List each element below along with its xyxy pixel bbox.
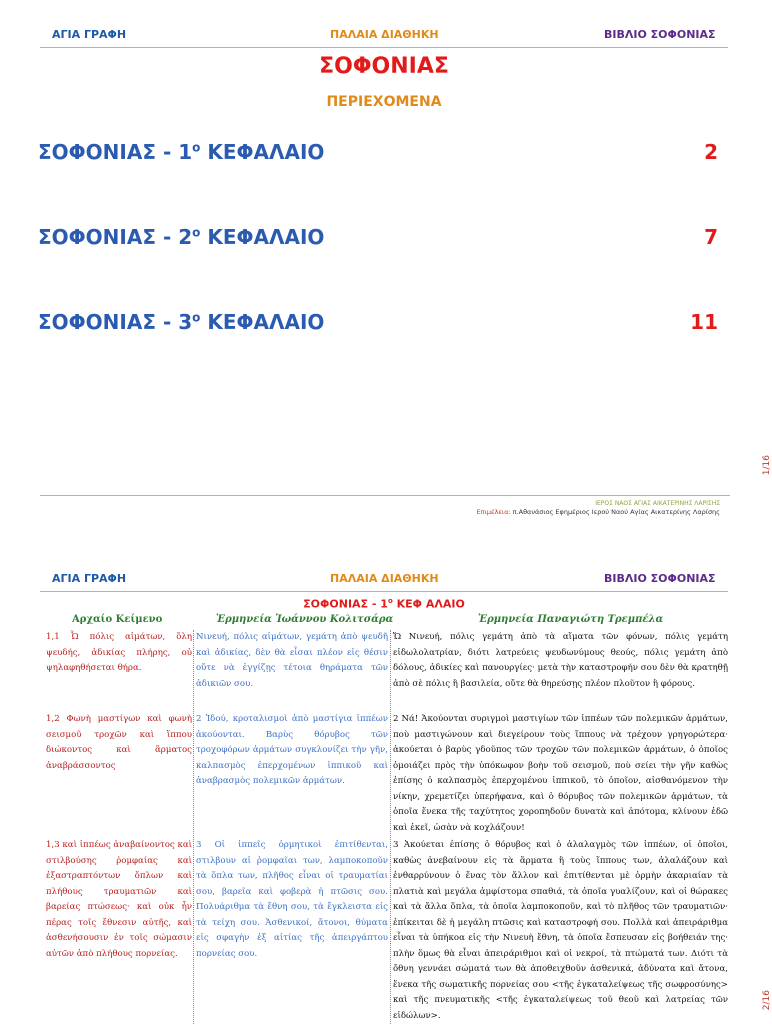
page-number: 2/16: [762, 990, 772, 1011]
header-divider: [40, 47, 728, 48]
contents-heading: ΠΕΡΙΕΧΟΜΕΝΑ: [326, 94, 442, 110]
verse-1-trempelas: Ὤ Νινευή, πόλις γεμάτη ἀπὸ τὰ αἵματα τῶν φόνων, πόλις γεμάτη εἰδωλολατρίαν, διότι λατρεύεις ψευδωνύμους θεούς, πόλις γεμάτη ἀπὸ δόλους, ἀδικίες καὶ πανουργίες· μετὰ τὴν καταστροφήν σου δὲν θὰ κρατηθῇ ἀπὸ σὲ πόλις ἢ βασιλεία, οὔτε θὰ θηρεύσῃς πλέον πλοῦτον ἢ φόρους.: [393, 632, 728, 689]
column-separator: [193, 630, 194, 1024]
verse-2-trempelas: 2 Νά! Ἀκούονται συριγμοὶ μαστιγίων τῶν ἱππέων τῶν πολεμικῶν ἁρμάτων, ποὺ μαστιγώνουν καὶ διεγείρουν τοὺς ἵππους νὰ τρέχουν γρηγορώτερα· ἀκούεται ὁ βαρὺς γδοῦπος τῶν τροχῶν τῶν πολεμικῶν ἁρμάτων, ὁ ὁποῖος ὁμοιάζει πρὸς τὴν ὑπόκωφον βοὴν τοῦ σεισμοῦ, ποὺ σείει τὴν γῆν καθὼς ἐπίσης ὁ καλπασμὸς ἐπερχομένου ἱππικοῦ, τὸ ὁποῖον, αἰσθανόμενον τὴν νίκην, χρεμετίζει ὑπερήφανα, καὶ ὁ θόρυβος τῶν πολεμικῶν ἁρμάτων, τὰ ὁποῖα ἕνεκα τῆς ταχύτητος χοροπηδοῦν δυνατὰ καὶ ἀπότομα, κλίνουν ἐδῶ καὶ ἐκεῖ, ὡσὰν νὰ κοχλάζουν!: [393, 714, 728, 833]
toc-page-number: 11: [690, 310, 718, 334]
header-right: ΒΙΒΛΙΟ ΣΟΦΟΝΙΑΣ: [604, 28, 716, 41]
header-left: ΑΓΙΑ ΓΡΑΦΗ: [52, 572, 127, 585]
book-title: ΣΟΦΟΝΙΑΣ: [319, 54, 449, 79]
page-number: 1/16: [762, 455, 772, 476]
toc-page-number: 2: [704, 140, 718, 164]
page2-header: [0, 572, 768, 590]
toc-label: ΣΟΦΟΝΙΑΣ - $2^o$ ΚΕΦΑΛΑΙΟ: [38, 225, 325, 249]
toc-label: ΣΟΦΟΝΙΑΣ - $3^o$ ΚΕΦΑΛΑΙΟ: [38, 310, 325, 334]
verse-2-kolitsaras: 2 Ἰδού, κροταλισμοὶ ἀπὸ μαστίγια ἱππέων ἀκούονται. Βαρὺς θόρυβος τῶν τροχοφόρων ἁρμάτων συγκλονίζει τὴν γῆν, καλπασμὸς ἐπερχομένων ἱππικοῦ καὶ ἀναβρασμὸς πολεμικῶν ἁρμάτων.: [196, 714, 388, 786]
column-head-ancient: Αρχαίο Κείμενο: [72, 614, 163, 625]
column-head-kolitsaras: Ἑρμηνεία Ἰωάννου Κολιτσάρα: [216, 614, 394, 625]
header-divider: [40, 591, 728, 592]
verse-2-ancient: 1,2 Φωνὴ μαστίγων καὶ φωνὴ σεισμοῦ τροχῶν καὶ ἵππου διώκοντος καὶ ἅρματος ἀναβράσσοντος: [46, 714, 192, 771]
verse-3-kolitsaras: 3 Οἱ ἱππεῖς ὁρμητικοὶ ἐπιτίθενται, στιλβουν αἱ ῥομφαῖαι των, λαμποκοποῦν τὰ ὅπλα των, πλῆθος εἶναι οἱ τραυματίαι σου, βαρεῖα καὶ φοβερὰ ἡ πτῶσις σου. Πολυάριθμα τὰ ἔθνη σου, τὰ ἔγκλειστα εἰς τὰ τείχη σου. Ἀσθενικοί, ἄτονοι, θύματα εἰς σφαγὴν ἐξ αἰτίας τῆς ἀπειργάπτου πορνείας σου.: [196, 840, 388, 959]
header-center: ΠΑΛΑΙΑ ΔΙΑΘΗΚΗ: [330, 28, 439, 41]
header-right: ΒΙΒΛΙΟ ΣΟΦΟΝΙΑΣ: [604, 572, 716, 585]
footer-editor: Επιμέλεια: π.Αθανάσιος Εφημέριος Ιερού Ναού Αγίας Αικατερίνης Λαρίσης: [476, 508, 720, 516]
toc-item-chapter-1[interactable]: [38, 140, 718, 168]
column-separator: [390, 630, 391, 1024]
footer-church: ΙΕΡΟΣ ΝΑΟΣ ΑΓΙΑΣ ΑΙΚΑΤΕΡΙΝΗΣ ΛΑΡΙΣΗΣ: [595, 500, 720, 507]
header-center: ΠΑΛΑΙΑ ΔΙΑΘΗΚΗ: [330, 572, 439, 585]
verse-1-kolitsaras: Νινευή, πόλις αἱμάτων, γεμάτη ἀπὸ ψευδῆ καὶ ἀδικίας, δὲν θὰ εἶσαι πλέον εἰς θέσιν οὔτε νὰ ἐγγίζῃς τέτοια θηράματα τῶν ἀδικιῶν σου.: [196, 632, 388, 689]
column-head-trempelas: Ἑρμηνεία Παναγιώτη Τρεμπέλα: [478, 614, 664, 625]
chapter-title: ΣΟΦΟΝΙΑΣ - $1^o$ ΚΕΦ ΑΛΑΙΟ: [303, 597, 465, 611]
footer-divider: [40, 495, 730, 496]
verse-1-ancient: 1,1 Ὦ πόλις αἱμάτων, ὅλη ψευδής, ἀδικίας πλήρης, οὐ ψηλαφηθήσεται θήρα.: [46, 632, 192, 673]
toc-page-number: 7: [704, 225, 718, 249]
header-left: ΑΓΙΑ ΓΡΑΦΗ: [52, 28, 127, 41]
toc-item-chapter-3[interactable]: [38, 310, 718, 338]
verse-3-trempelas: 3 Ἀκούεται ἐπίσης ὁ θόρυβος καὶ ὁ ἀλαλαγμὸς τῶν ἱππέων, οἱ ὁποῖοι, καθὼς ἀνεβαίνουν εἰς τὰ ἅρματα ἢ τοὺς ἵππους των, ἀλαλάζουν καὶ ἐνθαρρύνουν ὁ ἕνας τὸν ἄλλον καὶ ἐπιτίθενται μὲ ὁρμὴν ἀκαριαίαν τὰ πλατιὰ καὶ μεγάλα ἀμφίστομα σπαθιά, τὰ ὁποῖα γυαλίζουν, καὶ οἱ θώρακες καὶ τὰ ἄλλα ὅπλα, τὰ ὁποῖα λαμποκοποῦν, καὶ τὸ πλῆθος τῶν τραυματιῶν· ἐπίκειται δὲ ἡ μεγάλη πτῶσις καὶ καταστροφή σου. Πολλὰ καὶ ἀπειράριθμα εἶναι τὰ ὑπήκοα εἰς τὴν Νινευὴ ἔθνη, τὰ ὁποῖα ἔσπευσαν εἰς βοήθειάν της· πλὴν ὅμως θὰ εἶναι ἀπειράριθμοι καὶ οἱ νεκροί, τὰ πτώματά των. Διότι τὰ ὄθνη γεννάει σώματά των θὰ ἀποθειχθοῦν ἀσθενικά, ἀδύνατα καὶ ἄτονα, ἕνεκα τῆς σωματικῆς πορνείας σου <τῆς ἐγκαταλείψεως τῆς σωφροσύνης> καὶ τῆς πνευματικῆς <τῆς ἐγκαταλείψεως τοῦ θεοῦ καὶ λατρείας τῶν εἰδώλων>.: [393, 840, 728, 1021]
verse-3-ancient: 1,3 καὶ ἱππέως ἀναβαίνοντος καὶ στιλβούσης ῥομφαίας καὶ ἐξαστραπτόντων ὅπλων καὶ πλήθους τραυματιῶν καὶ βαρείας πτώσεως· καὶ οὐκ ἦν πέρας τοῖς ἔθνεσιν αὐτῆς, καὶ ἀσθενήσουσιν ἐν τοῖς σώμασιν αὐτῶν ἀπὸ πλήθους πορνείας.: [46, 840, 192, 959]
toc-label: ΣΟΦΟΝΙΑΣ - $1^o$ ΚΕΦΑΛΑΙΟ: [38, 140, 325, 164]
page1-header: [0, 28, 768, 46]
toc-item-chapter-2[interactable]: [38, 225, 718, 253]
